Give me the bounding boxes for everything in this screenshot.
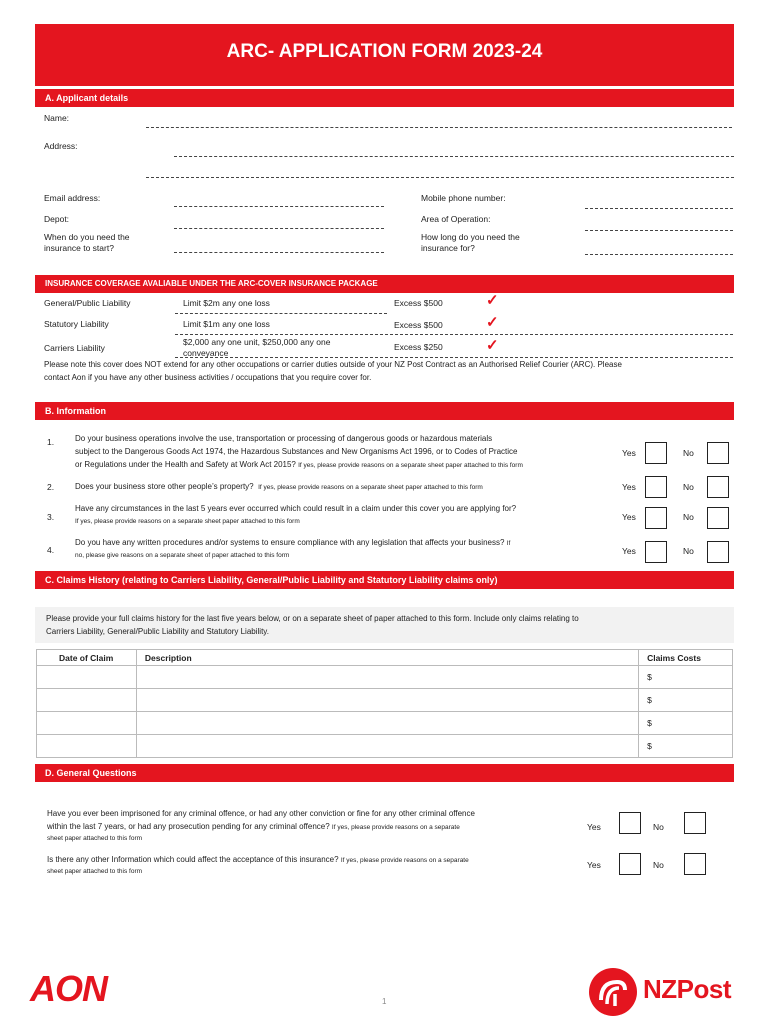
check-icon: ✓ — [486, 337, 499, 354]
coverage-note-1: Please note this cover does NOT extend for any other occupations or carrier duties outside of your NZ Post Contract as an Authorised Relief Courier (ARC). Please — [44, 360, 622, 369]
coverage-limit-1: Limit $2m any one loss — [183, 298, 270, 308]
coverage-limit-3b: conveyance — [183, 348, 229, 358]
yes-label: Yes — [587, 822, 601, 832]
nzpost-emblem-icon — [587, 966, 639, 1018]
check-icon: ✓ — [486, 292, 499, 309]
col-desc: Description — [136, 650, 638, 666]
d-q2-sub: If yes, please provide reasons on a separate — [340, 857, 469, 864]
section-c-header: C. Claims History (relating to Carriers Liability, General/Public Liability and Statutory Liability claims only) — [35, 571, 734, 589]
d-q1-sub-2: sheet paper attached to this form — [47, 835, 143, 842]
yes-label: Yes — [622, 512, 636, 522]
coverage-type-1: General/Public Liability — [44, 298, 131, 308]
q1-sub: If yes, please provide reasons on a separate sheet paper attached to this form — [298, 462, 523, 469]
no-label: No — [683, 482, 694, 492]
coverage-limit-2: Limit $1m any one loss — [183, 319, 270, 329]
coverage-type-2: Statutory Liability — [44, 319, 109, 329]
q4-no-checkbox[interactable] — [707, 541, 729, 563]
start-date-field[interactable] — [174, 252, 384, 253]
question-number: 4. — [47, 545, 55, 555]
name-field[interactable] — [146, 127, 732, 128]
form-title: ARC- APPLICATION FORM 2023-24 — [35, 24, 734, 86]
check-icon: ✓ — [486, 314, 499, 331]
address-field-1[interactable] — [174, 156, 734, 157]
nzpost-wordmark: NZPost — [643, 974, 731, 1004]
q3-yes-checkbox[interactable] — [645, 507, 667, 529]
no-label: No — [683, 546, 694, 556]
q1-yes-checkbox[interactable] — [645, 442, 667, 464]
question-number: 1. — [47, 437, 55, 447]
desc-cell[interactable] — [136, 666, 638, 689]
yes-label: Yes — [622, 482, 636, 492]
question-number: 2. — [47, 482, 55, 492]
q1-text-3 — [75, 460, 523, 469]
yes-label: Yes — [622, 546, 636, 556]
d-q1-text-2-main: within the last 7 years, or had any prosecution pending for any criminal offence? — [47, 822, 330, 831]
no-label: No — [683, 448, 694, 458]
depot-label: Depot: — [44, 214, 70, 224]
yes-label: Yes — [587, 860, 601, 870]
desc-cell[interactable] — [136, 712, 638, 735]
cost-cell[interactable]: $ — [639, 712, 733, 735]
q4-sub: no, please give reasons on a separate sheet of paper attached to this form — [75, 552, 290, 559]
date-cell[interactable] — [37, 712, 137, 735]
coverage-excess-2: Excess $500 — [394, 320, 443, 330]
q4-if: If — [506, 540, 511, 547]
col-cost: Claims Costs — [639, 650, 733, 666]
email-field[interactable] — [174, 206, 384, 207]
no-label: No — [683, 512, 694, 522]
table-row[interactable] — [37, 666, 733, 689]
section-b-header: B. Information — [35, 402, 734, 420]
mobile-label: Mobile phone number: — [421, 193, 506, 203]
area-label: Area of Operation: — [421, 214, 491, 224]
q2-text — [75, 482, 483, 491]
d-q2-text-main: Is there any other Information which could affect the acceptance of this insurance? — [47, 855, 339, 864]
when-label-1: When do you need the — [44, 232, 130, 242]
q2-sub: If yes, please provide reasons on a separate sheet paper attached to this form — [258, 484, 483, 491]
date-cell[interactable] — [37, 666, 137, 689]
address-label: Address: — [44, 141, 78, 151]
aon-logo: AON — [30, 968, 107, 1009]
coverage-type-3: Carriers Liability — [44, 343, 105, 353]
d-q1-sub: If yes, please provide reasons on a separate — [331, 824, 460, 831]
claims-intro-2: Carriers Liability, General/Public Liability and Statutory Liability. — [46, 627, 269, 636]
q1-text-2: subject to the Dangerous Goods Act 1974, the Hazardous Substances and New Organisms Act 1996, or to Codes of Practice — [75, 447, 518, 456]
coverage-excess-1: Excess $500 — [394, 298, 443, 308]
q1-no-checkbox[interactable] — [707, 442, 729, 464]
table-row[interactable] — [37, 735, 733, 758]
no-label: No — [653, 822, 664, 832]
howlong-label-2: insurance for? — [421, 243, 475, 253]
howlong-label-1: How long do you need the — [421, 232, 520, 242]
coverage-excess-3: Excess $250 — [394, 342, 443, 352]
d-q1-text-1: Have you ever been imprisoned for any criminal offence, or had any other conviction or fine for any other criminal offence — [47, 809, 475, 818]
q3-sub: If yes, please provide reasons on a separate sheet paper attached to this form — [75, 518, 300, 525]
yes-label: Yes — [622, 448, 636, 458]
coverage-header: INSURANCE COVERAGE AVALIABLE UNDER THE ARC-COVER INSURANCE PACKAGE — [35, 275, 734, 293]
date-cell[interactable] — [37, 689, 137, 712]
cost-cell[interactable]: $ — [639, 666, 733, 689]
cost-cell[interactable]: $ — [639, 689, 733, 712]
claims-intro-1: Please provide your full claims history for the last five years below, or on a separate sheet of paper attached to this form. Include only claims relating to — [46, 614, 579, 623]
d-q2-yes-checkbox[interactable] — [619, 853, 641, 875]
cost-cell[interactable]: $ — [639, 735, 733, 758]
area-field[interactable] — [585, 230, 733, 231]
table-row[interactable] — [37, 689, 733, 712]
d-q2-no-checkbox[interactable] — [684, 853, 706, 875]
nzpost-logo — [587, 966, 639, 1020]
q3-no-checkbox[interactable] — [707, 507, 729, 529]
q4-yes-checkbox[interactable] — [645, 541, 667, 563]
section-a-header: A. Applicant details — [35, 89, 734, 107]
question-number: 3. — [47, 512, 55, 522]
no-label: No — [653, 860, 664, 870]
d-q1-yes-checkbox[interactable] — [619, 812, 641, 834]
q1-text-1: Do your business operations involve the use, transportation or processing of dangerous goods or hazardous materials — [75, 434, 493, 443]
date-cell[interactable] — [37, 735, 137, 758]
mobile-field[interactable] — [585, 208, 733, 209]
q4-text-main: Do you have any written procedures and/or systems to ensure compliance with any legislation that affects your business? — [75, 538, 505, 547]
table-row[interactable] — [37, 712, 733, 735]
desc-cell[interactable] — [136, 689, 638, 712]
when-label-2: insurance to start? — [44, 243, 114, 253]
q2-text-main: Does your business store other people’s property? — [75, 482, 254, 491]
depot-field[interactable] — [174, 228, 384, 229]
table-header-row — [37, 650, 733, 666]
col-date: Date of Claim — [37, 650, 137, 666]
duration-field[interactable] — [585, 254, 733, 255]
divider — [175, 334, 733, 335]
divider — [175, 357, 733, 358]
claims-table — [36, 649, 733, 758]
desc-cell[interactable] — [136, 735, 638, 758]
claims-intro-box — [35, 607, 734, 643]
d-q2-sub-2: sheet paper attached to this form — [47, 868, 143, 875]
divider — [175, 313, 387, 314]
d-q1-no-checkbox[interactable] — [684, 812, 706, 834]
q1-text-3-main: or Regulations under the Health and Safety at Work Act 2015? — [75, 460, 296, 469]
address-field-2[interactable] — [146, 177, 734, 178]
q4-text — [75, 538, 510, 547]
email-label: Email address: — [44, 193, 101, 203]
page-number: 1 — [382, 997, 387, 1006]
q2-no-checkbox[interactable] — [707, 476, 729, 498]
coverage-note-2: contact Aon if you have any other business activities / occupations that you require cover for. — [44, 373, 372, 382]
section-d-header: D. General Questions — [35, 764, 734, 782]
q2-yes-checkbox[interactable] — [645, 476, 667, 498]
name-label: Name: — [44, 113, 70, 123]
d-q2-text — [47, 855, 469, 864]
d-q1-text-2 — [47, 822, 460, 831]
q3-text: Have any circumstances in the last 5 years ever occurred which could result in a claim under this cover you are applying for? — [75, 504, 517, 513]
coverage-limit-3a: $2,000 any one unit, $250,000 any one — [183, 337, 331, 347]
